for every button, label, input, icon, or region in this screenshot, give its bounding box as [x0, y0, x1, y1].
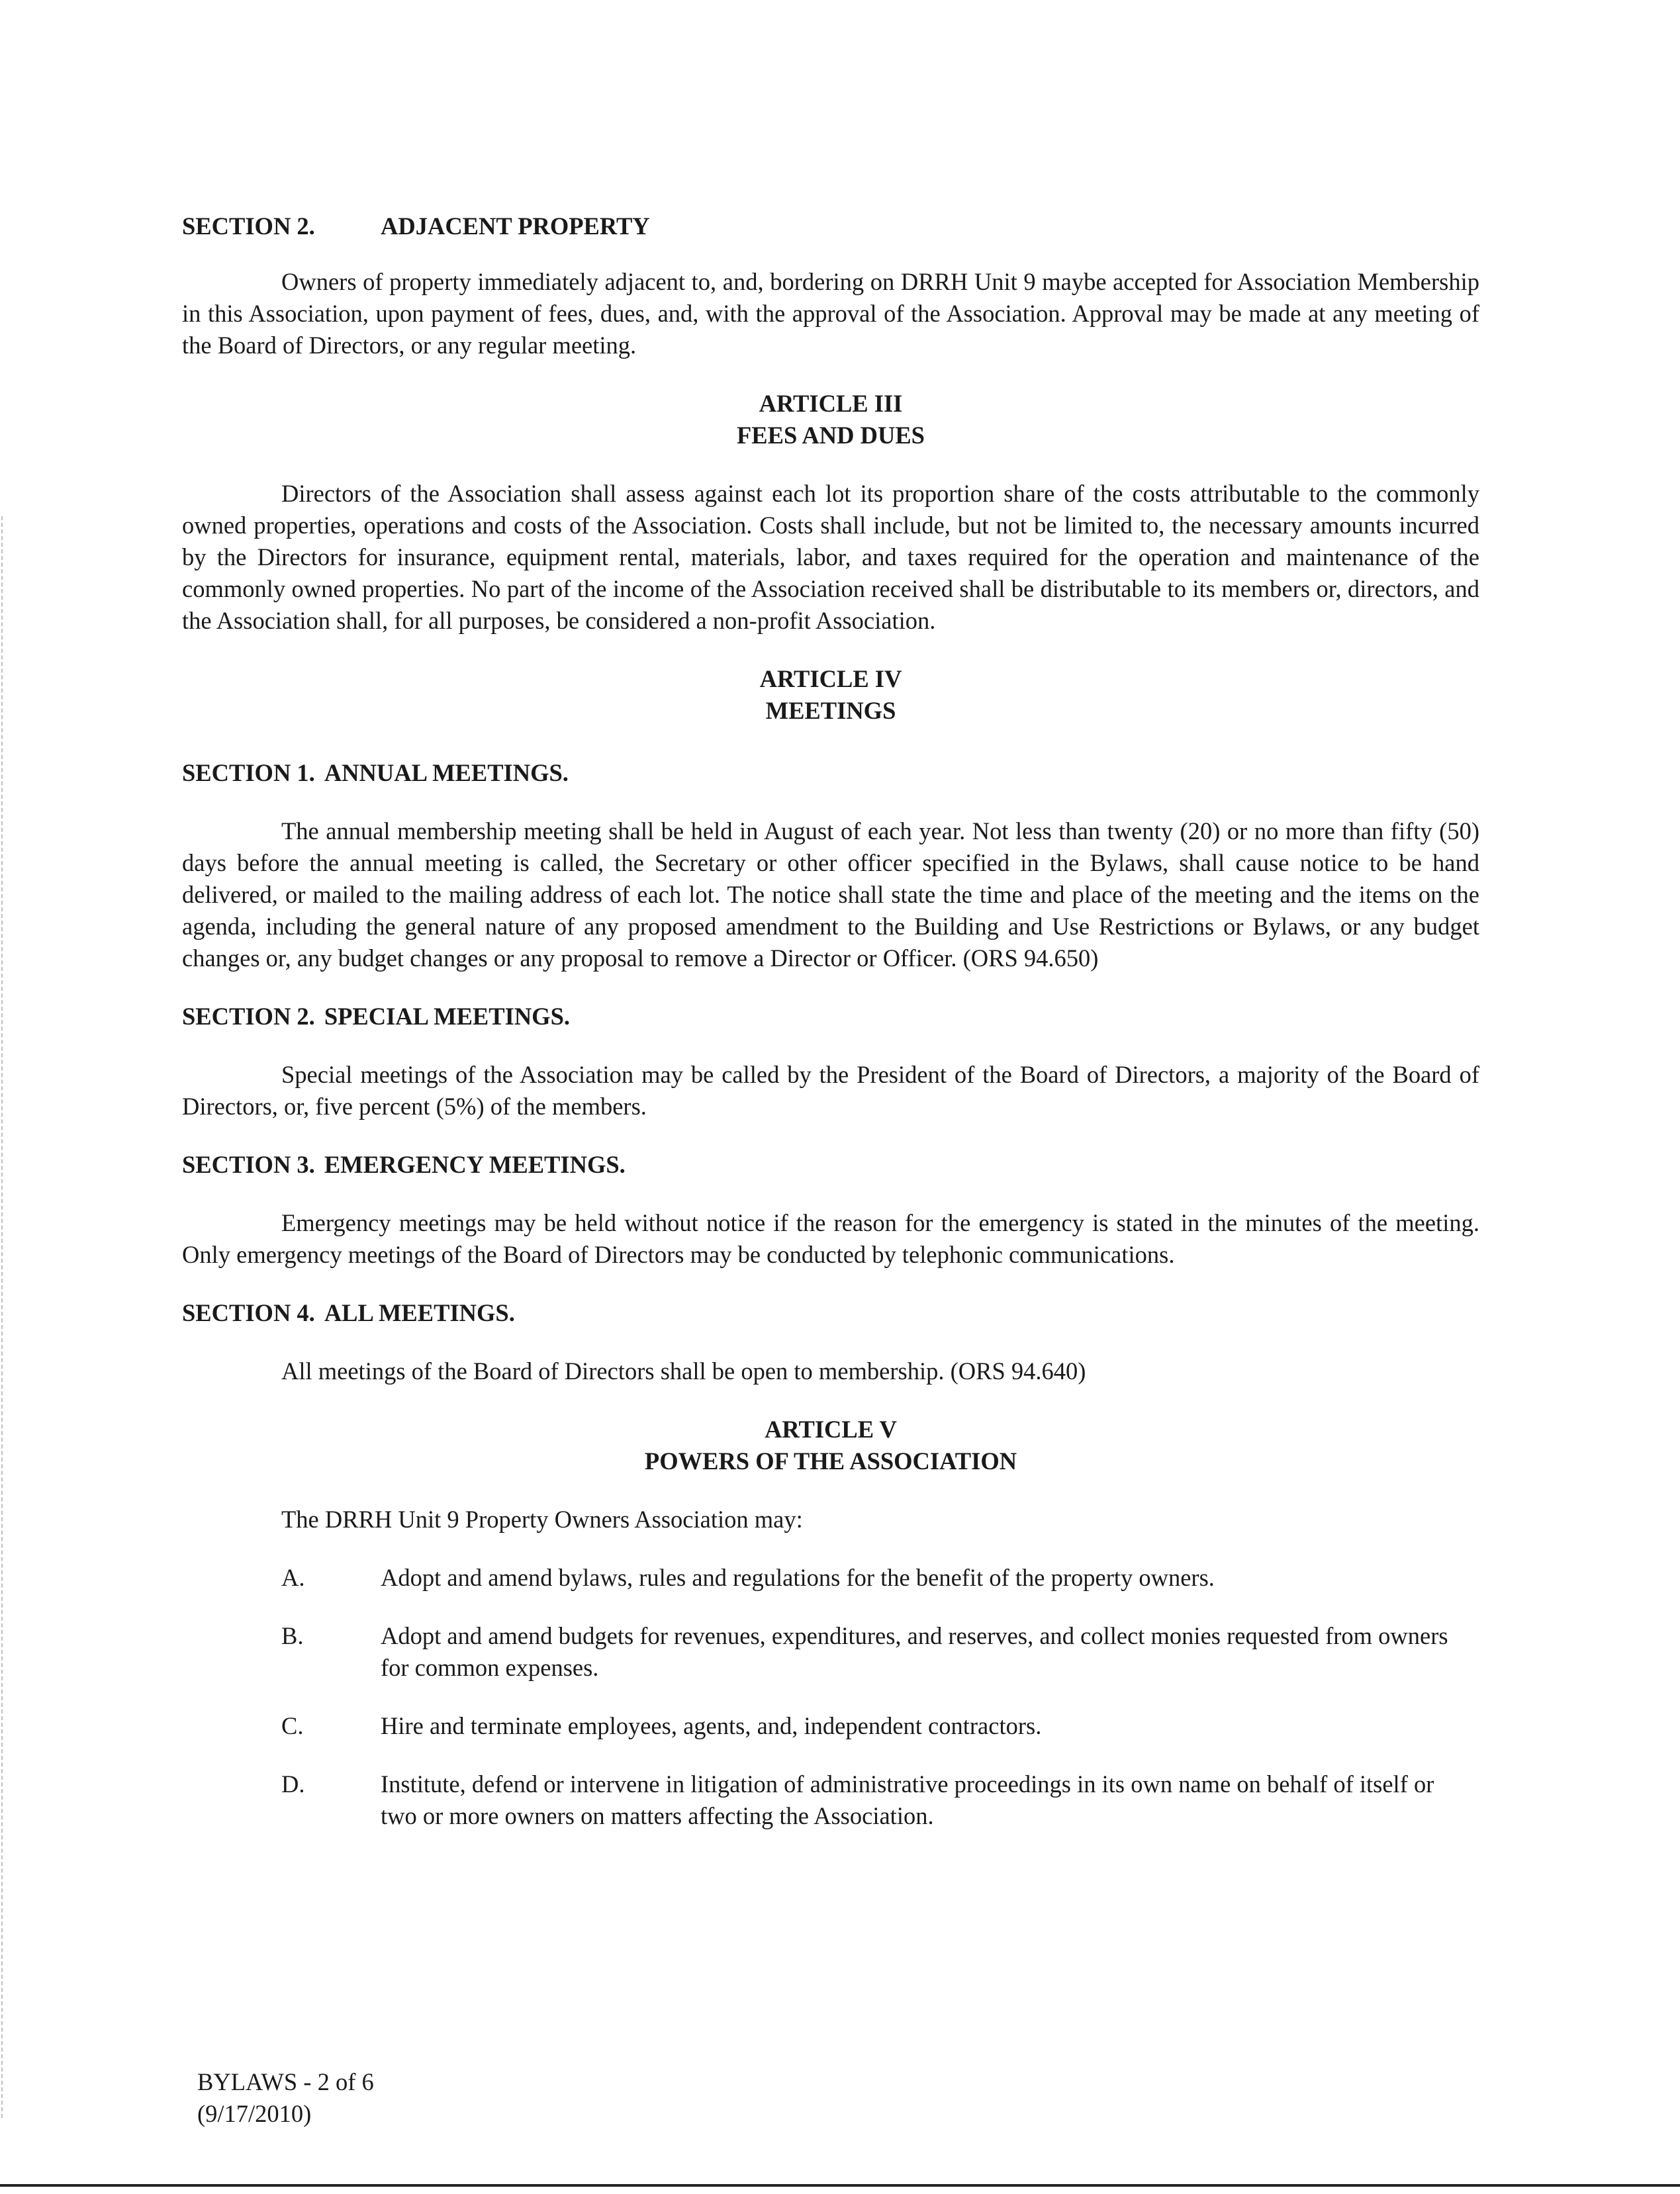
article-3-text: Directors of the Association shall assess against each lot its proportion share of the costs attributable to the commonly owned properties, operations and costs of the Association. Costs shall include, but not be limited to, the necessary amounts incurred by the Directors for insurance, equipment rental, materials, labor, and taxes required for the operation and maintenance of the commonly owned properties. No part of the income of the Association received shall be distributable to its members or, directors, and the Association shall, for all purposes, be considered a non-profit Association. [182, 480, 1479, 634]
section-title: ADJACENT PROPERTY [381, 212, 650, 240]
article-4-title: MEETINGS [765, 697, 896, 724]
section-2-special-heading [182, 1001, 1479, 1032]
article-3-heading: ARTICLE III [759, 390, 903, 417]
page-content [182, 210, 1479, 1832]
scan-edge-bottom [0, 2184, 1680, 2187]
footer-page-label: BYLAWS - 2 of 6 [197, 2068, 374, 2095]
article-5-title: POWERS OF THE ASSOCIATION [644, 1447, 1017, 1475]
list-item [182, 1562, 1479, 1594]
list-text: Institute, defend or intervene in litigation of administrative proceedings in its own name on behalf of itself or two or more owners on matters affecting the Association. [381, 1770, 1434, 1829]
list-text: Adopt and amend bylaws, rules and regulations for the benefit of the property owners. [381, 1564, 1215, 1591]
article-5-heading: ARTICLE V [765, 1416, 897, 1443]
section-number: SECTION 4. [182, 1299, 315, 1326]
list-item [182, 1620, 1479, 1684]
list-letter: C. [281, 1712, 304, 1739]
section-title: SPECIAL MEETINGS. [324, 1003, 570, 1030]
section-3-emergency-heading [182, 1149, 1479, 1181]
section-number: SECTION 2. [182, 1003, 315, 1030]
section-3-emergency-text: Emergency meetings may be held without notice if the reason for the emergency is stated in the minutes of the meeting. Only emergency meetings of the Board of Directors may be conducted by telephonic communications. [182, 1209, 1479, 1268]
section-title: ANNUAL MEETINGS. [324, 759, 569, 786]
list-letter: B. [281, 1622, 304, 1649]
section-4-all-text: All meetings of the Board of Directors shall be open to membership. (ORS 94.640) [281, 1357, 1086, 1385]
page-footer [197, 2066, 374, 2130]
section-title: ALL MEETINGS. [324, 1299, 515, 1326]
section-2-special-text: Special meetings of the Association may be called by the President of the Board of Directors, a majority of the Board of Directors, or, five percent (5%) of the members. [182, 1061, 1479, 1120]
article-4-heading: ARTICLE IV [759, 665, 902, 692]
section-number: SECTION 2. [182, 212, 315, 240]
section-4-all-heading [182, 1297, 1479, 1329]
section-number: SECTION 1. [182, 759, 315, 786]
footer-date: (9/17/2010) [197, 2100, 312, 2127]
section-number: SECTION 3. [182, 1151, 315, 1178]
list-item [182, 1710, 1479, 1742]
list-item [182, 1768, 1479, 1832]
list-letter: D. [281, 1770, 305, 1798]
section-1-annual-heading [182, 757, 1479, 789]
section-1-annual-text: The annual membership meeting shall be held in August of each year. Not less than twenty (20) or no more than fifty (50) days before the annual meeting is called, the Secretary or other officer specified in the Bylaws, shall cause notice to be hand delivered, or mailed to the mailing address of each lot. The notice shall state the time and place of the meeting and the items on the agenda, including the general nature of any proposed amendment to the Building and Use Restrictions or Bylaws, or any budget changes or, any budget changes or any proposal to remove a Director or Officer. (ORS 94.650) [182, 817, 1479, 972]
section-2-adjacent-heading [182, 210, 1479, 242]
list-text: Adopt and amend budgets for revenues, expenditures, and reserves, and collect monies requested from owners for common expenses. [381, 1622, 1448, 1681]
article-5-intro: The DRRH Unit 9 Property Owners Association may: [281, 1506, 803, 1533]
section-title: EMERGENCY MEETINGS. [324, 1151, 626, 1178]
list-text: Hire and terminate employees, agents, and, independent contractors. [381, 1712, 1042, 1739]
article-3-title: FEES AND DUES [737, 422, 925, 449]
scan-edge-left [1, 516, 4, 2118]
list-letter: A. [281, 1564, 305, 1591]
section-2-adjacent-text: Owners of property immediately adjacent to, and, bordering on DRRH Unit 9 maybe accepted for Association Membership in this Association, upon payment of fees, dues, and, with the approval of the Association. Approval may be made at any meeting of the Board of Directors, or any regular meeting. [182, 268, 1479, 359]
